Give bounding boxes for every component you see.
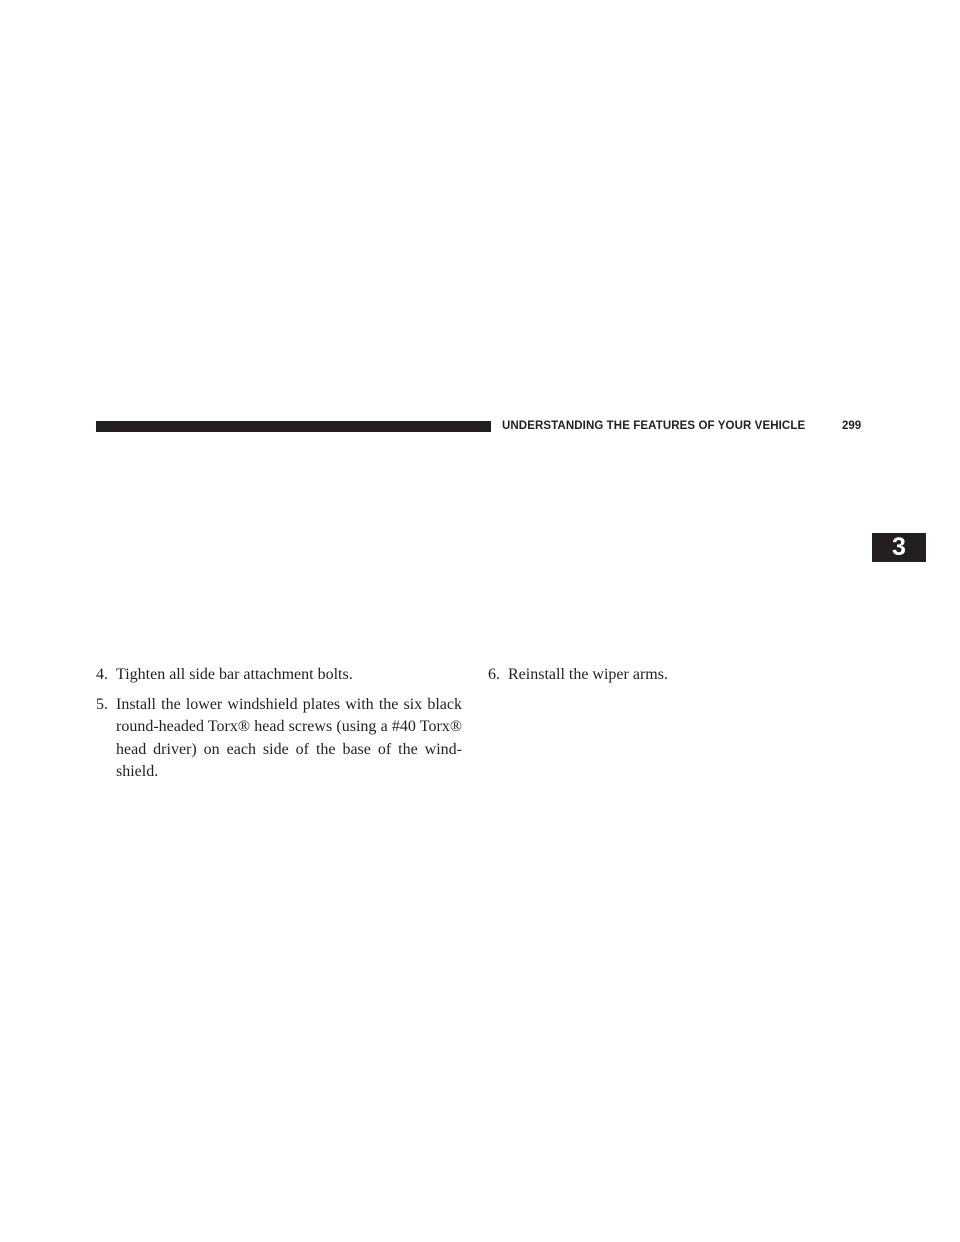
section-title: UNDERSTANDING THE FEATURES OF YOUR VEHICLE bbox=[502, 420, 806, 432]
step-item bbox=[488, 664, 854, 687]
right-column bbox=[488, 664, 854, 694]
chapter-tab[interactable]: 3 bbox=[872, 533, 926, 562]
step-item bbox=[96, 694, 462, 784]
step-text: Install the lower windshield plates with the six black round-headed Torx® head screws (using a #40 Torx® head driver) on each side of the base of the wind-shield. bbox=[116, 695, 462, 780]
step-number: 5. bbox=[96, 695, 108, 713]
header-rule bbox=[96, 421, 491, 432]
step-text: Tighten all side bar attachment bolts. bbox=[116, 666, 353, 683]
left-column bbox=[96, 664, 462, 791]
step-number: 4. bbox=[96, 666, 108, 683]
page-number: 299 bbox=[842, 420, 862, 432]
step-text: Reinstall the wiper arms. bbox=[508, 666, 668, 683]
step-number: 6. bbox=[488, 666, 500, 683]
step-item bbox=[96, 664, 462, 687]
